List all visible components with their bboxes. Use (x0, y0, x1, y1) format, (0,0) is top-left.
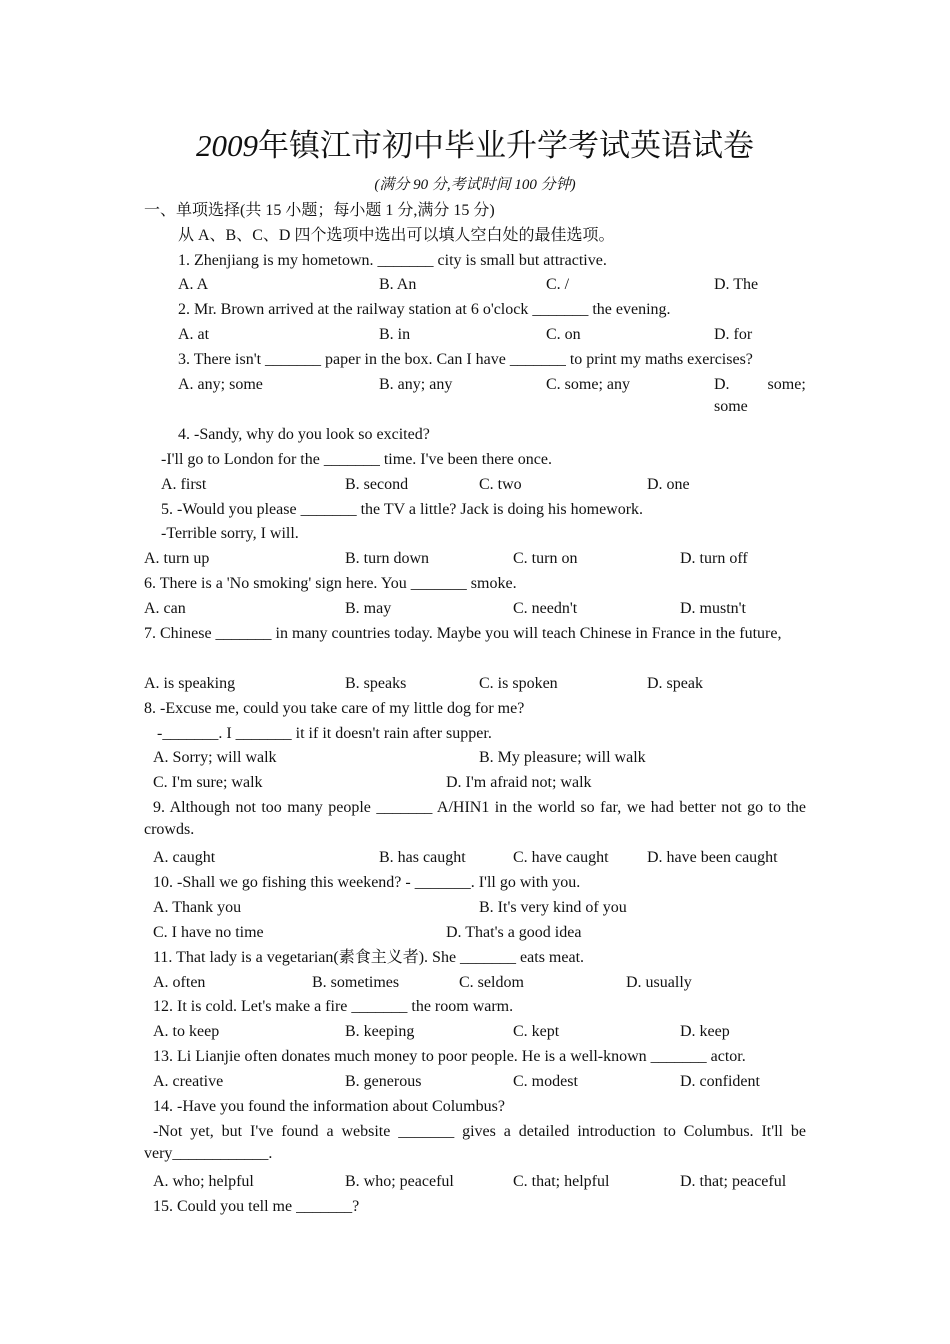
q4-option-b: B. second (345, 476, 409, 493)
question-7-stem: 7. Chinese _______ in many countries today. Maybe you will teach Chinese in France in the future, (144, 625, 782, 642)
q4-option-d: D. one (647, 476, 690, 493)
q14-option-b: B. who; peaceful (345, 1173, 454, 1190)
question-6-stem: 6. There is a 'No smoking' sign here. You _______ smoke. (144, 575, 517, 592)
question-9-stem: 9. Although not too many people _______ A/HIN1 in the world so far, we had better not go to the crowds. (144, 799, 806, 838)
question-4-reply: -I'll go to London for the _______ time. I've been there once. (161, 451, 552, 468)
q12-option-b: B. keeping (345, 1023, 415, 1040)
q13-option-a: A. creative (153, 1073, 224, 1090)
q14-option-d: D. that; peaceful (680, 1173, 787, 1190)
q1-option-a: A. A (178, 276, 209, 293)
q10-option-b: B. It's very kind of you (479, 899, 627, 916)
q11-option-b: B. sometimes (312, 974, 400, 991)
q14-option-a: A. who; helpful (153, 1173, 254, 1190)
q2-option-c: C. on (546, 326, 581, 343)
q13-option-c: C. modest (513, 1073, 578, 1090)
q9-option-a: A. caught (153, 849, 216, 866)
q6-option-c: C. needn't (513, 600, 578, 617)
question-1-stem: 1. Zhenjiang is my hometown. _______ city is small but attractive. (178, 252, 607, 269)
q8-option-d: D. I'm afraid not; walk (446, 774, 592, 791)
q8-option-c: C. I'm sure; walk (153, 774, 263, 791)
q6-option-a: A. can (144, 600, 186, 617)
q6-option-b: B. may (345, 600, 392, 617)
q9-option-c: C. have caught (513, 849, 609, 866)
section-heading: 一、单项选择(共 15 小题；每小题 1 分,满分 15 分) (144, 202, 495, 219)
q8-option-b: B. My pleasure; will walk (479, 749, 646, 766)
q8-option-a: A. Sorry; will walk (153, 749, 277, 766)
question-13-stem: 13. Li Lianjie often donates much money to poor people. He is a well-known _______ actor. (153, 1048, 746, 1065)
q6-option-d: D. mustn't (680, 600, 746, 617)
q13-option-d: D. confident (680, 1073, 760, 1090)
section-instruction: 从 A、B、C、D 四个选项中选出可以填人空白处的最佳选项。 (178, 227, 615, 244)
q9-option-d: D. have been caught (647, 849, 778, 866)
q4-option-c: C. two (479, 476, 522, 493)
q11-option-d: D. usually (626, 974, 692, 991)
q10-option-a: A. Thank you (153, 899, 242, 916)
q1-option-c: C. / (546, 276, 570, 293)
question-8-stem: 8. -Excuse me, could you take care of my little dog for me? (144, 700, 525, 717)
q1-option-d: D. The (714, 276, 759, 293)
question-10-stem: 10. -Shall we go fishing this weekend? - _______. I'll go with you. (153, 874, 581, 891)
question-11-stem: 11. That lady is a vegetarian(素食主义者). She _______ eats meat. (153, 949, 585, 966)
q5-option-c: C. turn on (513, 550, 578, 567)
page-title (0, 124, 950, 168)
q3-option-d: D. some; some (714, 376, 806, 415)
question-15-stem: 15. Could you tell me _______? (153, 1198, 360, 1215)
title-text: 年镇江市初中毕业升学考试英语试卷 (258, 128, 754, 163)
q13-option-b: B. generous (345, 1073, 422, 1090)
q11-option-a: A. often (153, 974, 206, 991)
question-14-reply: -Not yet, but I've found a website _______ gives a detailed introduction to Columbus. It'll be very____________. (144, 1123, 806, 1162)
q1-option-b: B. An (379, 276, 417, 293)
q12-option-c: C. kept (513, 1023, 560, 1040)
q2-option-a: A. at (178, 326, 210, 343)
q10-option-d: D. That's a good idea (446, 924, 582, 941)
q7-option-a: A. is speaking (144, 675, 236, 692)
q14-option-c: C. that; helpful (513, 1173, 610, 1190)
q5-option-d: D. turn off (680, 550, 748, 567)
q12-option-a: A. to keep (153, 1023, 220, 1040)
q7-option-b: B. speaks (345, 675, 407, 692)
q5-option-b: B. turn down (345, 550, 429, 567)
page-subtitle: (满分 90 分,考试时间 100 分钟) (374, 177, 576, 193)
q3-option-c: C. some; any (546, 376, 630, 393)
question-4-stem: 4. -Sandy, why do you look so excited? (178, 426, 430, 443)
q10-option-c: C. I have no time (153, 924, 264, 941)
question-14-stem: 14. -Have you found the information about Columbus? (153, 1098, 505, 1115)
q3-option-b: B. any; any (379, 376, 453, 393)
q12-option-d: D. keep (680, 1023, 730, 1040)
q2-option-b: B. in (379, 326, 411, 343)
question-5-stem: 5. -Would you please _______ the TV a little? Jack is doing his homework. (161, 501, 644, 518)
question-3-stem: 3. There isn't _______ paper in the box. Can I have _______ to print my maths exercises? (178, 351, 753, 368)
q7-option-d: D. speak (647, 675, 703, 692)
q9-option-b: B. has caught (379, 849, 466, 866)
question-8-reply: -_______. I _______ it if it doesn't rain after supper. (157, 725, 492, 742)
q3-option-a: A. any; some (178, 376, 263, 393)
question-5-reply: -Terrible sorry, I will. (161, 525, 299, 542)
q7-option-c: C. is spoken (479, 675, 558, 692)
q4-option-a: A. first (161, 476, 207, 493)
q11-option-c: C. seldom (459, 974, 524, 991)
q2-option-d: D. for (714, 326, 753, 343)
question-2-stem: 2. Mr. Brown arrived at the railway station at 6 o'clock _______ the evening. (178, 301, 671, 318)
question-12-stem: 12. It is cold. Let's make a fire _______ the room warm. (153, 998, 514, 1015)
q5-option-a: A. turn up (144, 550, 210, 567)
title-year: 2009 (196, 128, 258, 163)
